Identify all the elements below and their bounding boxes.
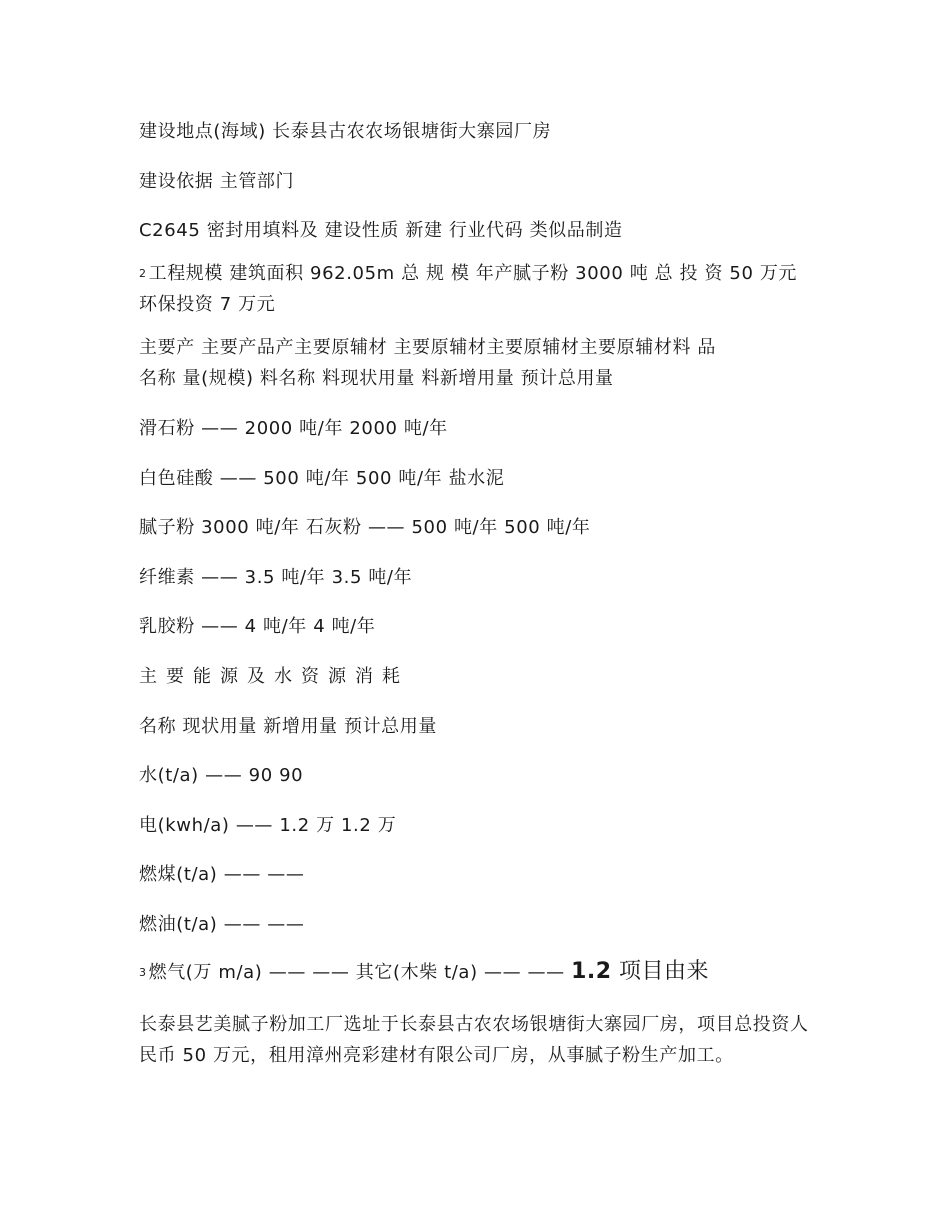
construction-basis-line: 建设依据 主管部门: [139, 171, 295, 192]
energy-row-coal: 燃煤(t/a) —— ——: [139, 864, 305, 885]
gas-other-text: 燃气(万 m/a) —— —— 其它(木柴 t/a) —— ——: [148, 962, 572, 983]
materials-header-line-2: 名称 量(规模) 料名称 料现状用量 料新增用量 预计总用量: [139, 368, 614, 389]
materials-header-line-1: 主要产 主要产品产主要原辅材 主要原辅材主要原辅材主要原辅材料 品: [139, 337, 716, 358]
material-row-latex: 乳胶粉 —— 4 吨/年 4 吨/年: [139, 616, 376, 637]
construction-site-line: 建设地点(海域) 长泰县古农农场银塘街大寨园厂房: [139, 121, 552, 142]
material-row-cellulose: 纤维素 —— 3.5 吨/年 3.5 吨/年: [139, 567, 413, 588]
footnote-mark-2: 2: [139, 267, 147, 280]
energy-header-line: 名称 现状用量 新增用量 预计总用量: [139, 716, 437, 737]
energy-row-water: 水(t/a) —— 90 90: [139, 765, 304, 786]
material-row-talc: 滑石粉 —— 2000 吨/年 2000 吨/年: [139, 418, 448, 439]
section-number: 1.2: [571, 959, 612, 984]
footnote-mark-3: 3: [139, 966, 147, 979]
project-scale-paragraph: [139, 258, 819, 320]
material-row-putty-lime: 腻子粉 3000 吨/年 石灰粉 —— 500 吨/年 500 吨/年: [139, 517, 591, 538]
material-row-cement: 白色硅酸 —— 500 吨/年 500 吨/年 盐水泥: [139, 468, 505, 489]
industry-code-line: C2645 密封用填料及 建设性质 新建 行业代码 类似品制造: [139, 220, 623, 241]
project-scale-text: 工程规模 建筑面积 962.05m 总 规 模 年产腻子粉 3000 吨 总 投 资 50 万元 环保投资 7 万元: [139, 263, 798, 315]
project-origin-paragraph: 长泰县艺美腻子粉加工厂选址于长泰县古农农场银塘街大寨园厂房，项目总投资人民币 50 万元，租用漳州亮彩建材有限公司厂房，从事腻子粉生产加工。: [139, 1014, 809, 1066]
section-title: 项目由来: [611, 959, 710, 984]
energy-row-electricity: 电(kwh/a) —— 1.2 万 1.2 万: [139, 815, 397, 836]
energy-row-gas-and-heading: [139, 956, 819, 988]
energy-section-title: 主要能源及水资源消耗: [139, 666, 409, 687]
energy-row-oil: 燃油(t/a) —— ——: [139, 914, 305, 935]
